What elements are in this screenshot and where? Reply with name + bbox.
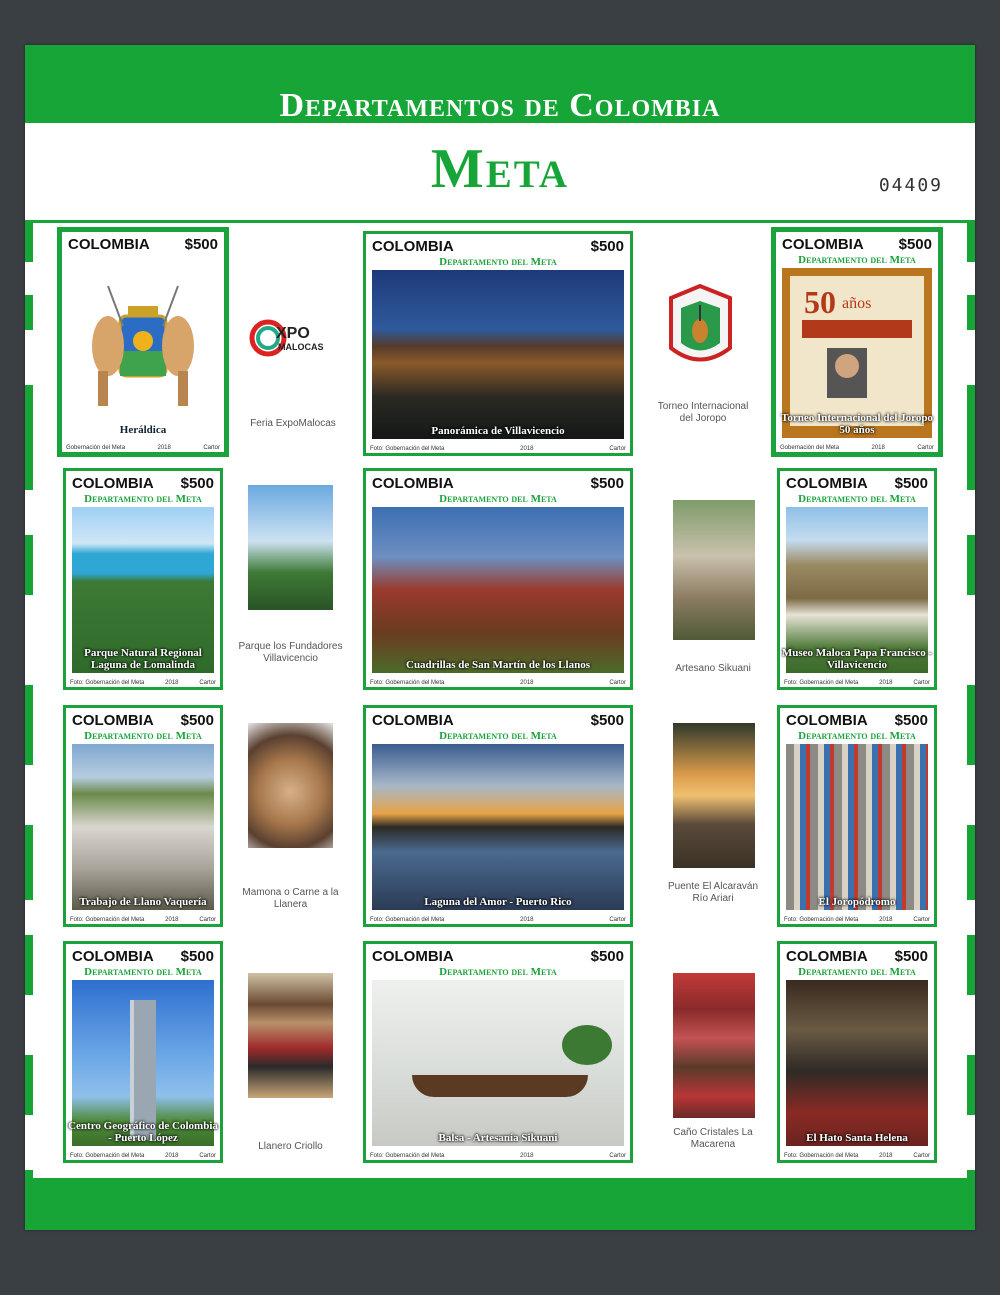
stamp-maloca [777, 468, 937, 690]
stamp-cuadrillas [363, 468, 633, 690]
printer-text: Cartor [913, 917, 930, 923]
country-label: COLOMBIA [72, 712, 154, 729]
stamp-hato [777, 941, 937, 1163]
printer-text: Cartor [609, 680, 626, 686]
value-label: $500 [180, 712, 214, 729]
artisan-photo [673, 500, 755, 640]
stamp-caption: Centro Geográfico de Colombia - Puerto López [68, 1120, 218, 1144]
country-label: COLOMBIA [68, 236, 150, 253]
credit-text: Foto: Gobernación del Meta [370, 917, 445, 923]
stamp-caption: Torneo Internacional del Joropo 50 años [781, 412, 933, 436]
year-text: 2018 [871, 445, 885, 451]
department-label: Departamento del Meta [84, 966, 202, 978]
stamp-caption: Panorámica de Villavicencio [431, 425, 565, 437]
department-label: Departamento del Meta [798, 254, 916, 266]
stamp-laguna-amor [363, 705, 633, 927]
svg-text:MALOCAS: MALOCAS [278, 342, 324, 352]
tower-shape [130, 1000, 156, 1140]
stamp-panel [33, 223, 967, 1178]
stamp-centro-geografico [63, 941, 223, 1163]
alcaravan-bridge-photo [673, 723, 755, 868]
country-label: COLOMBIA [786, 475, 868, 492]
printer-text: Cartor [913, 1153, 930, 1159]
stamp-villavicencio [363, 231, 633, 456]
lagoon-sunset-photo [372, 744, 624, 910]
department-label: Departamento del Meta [84, 493, 202, 505]
department-label: Departamento del Meta [439, 256, 557, 268]
credit-text: Gobernación del Meta [780, 445, 840, 451]
stamp-caption: Museo Maloca Papa Francisco - Villavicencio [781, 647, 933, 671]
printer-text: Cartor [199, 1153, 216, 1159]
fundadores-park-photo [248, 485, 333, 610]
stamp-caption: Trabajo de Llano Vaquería [79, 896, 207, 908]
mamona-food-photo [248, 723, 333, 848]
plant-shape [562, 1025, 612, 1065]
stamp-joropodromo [777, 705, 937, 927]
value-label: $500 [590, 238, 624, 255]
cano-cristales-photo [673, 973, 755, 1118]
credit-text: Gobernación del Meta [66, 445, 126, 451]
stamp-caption: Balsa - Artesanía Sikuani [438, 1132, 558, 1144]
country-label: COLOMBIA [372, 475, 454, 492]
credit-text: Foto: Gobernación del Meta [70, 680, 145, 686]
year-text: 2018 [520, 680, 534, 686]
country-label: COLOMBIA [786, 948, 868, 965]
printer-text: Cartor [917, 445, 934, 451]
country-label: COLOMBIA [372, 712, 454, 729]
label-fundadores: Parque los Fundadores Villavicencio [238, 641, 343, 664]
sheet-title: Departamentos de Colombia [279, 87, 721, 124]
credit-text: Foto: Gobernación del Meta [370, 446, 445, 452]
value-label: $500 [894, 475, 928, 492]
footer-band [25, 1170, 975, 1230]
stamp-caption: Heráldica [119, 424, 167, 436]
svg-text:años: años [842, 295, 872, 312]
country-label: COLOMBIA [372, 948, 454, 965]
printer-text: Cartor [203, 445, 220, 451]
year-text: 2018 [879, 917, 893, 923]
expomalocas-logo [248, 313, 338, 363]
printer-text: Cartor [609, 1153, 626, 1159]
joropo-tournament-emblem [663, 283, 738, 373]
credit-text: Foto: Gobernación del Meta [784, 680, 859, 686]
department-label: Departamento del Meta [798, 966, 916, 978]
department-label: Departamento del Meta [439, 966, 557, 978]
label-cano: Caño Cristales La Macarena [673, 1127, 753, 1150]
country-label: COLOMBIA [372, 238, 454, 255]
stamp-caption: El Joropódromo [818, 896, 896, 908]
label-expomalocas: Feria ExpoMalocas [250, 418, 336, 429]
credit-text: Foto: Gobernación del Meta [370, 1153, 445, 1159]
canoe-artwork-photo [372, 980, 624, 1146]
stamp-heraldica [57, 227, 229, 457]
horsemen-photo [372, 507, 624, 673]
year-text: 2018 [165, 680, 179, 686]
printer-text: Cartor [913, 680, 930, 686]
country-label: COLOMBIA [786, 712, 868, 729]
department-label: Departamento del Meta [439, 493, 557, 505]
printer-text: Cartor [609, 917, 626, 923]
credit-text: Foto: Gobernación del Meta [70, 1153, 145, 1159]
stamp-caption: Laguna del Amor - Puerto Rico [424, 896, 572, 908]
year-text: 2018 [520, 446, 534, 452]
cattle-herd-photo [72, 744, 214, 910]
country-label: COLOMBIA [782, 236, 864, 253]
stamp-lomalinda [63, 468, 223, 690]
credit-text: Foto: Gobernación del Meta [370, 680, 445, 686]
year-text: 2018 [157, 445, 171, 451]
svg-text:XPO: XPO [276, 325, 310, 342]
department-label: Departamento del Meta [798, 493, 916, 505]
year-text: 2018 [165, 1153, 179, 1159]
credit-text: Foto: Gobernación del Meta [784, 1153, 859, 1159]
coat-of-arms-image [68, 266, 218, 424]
department-label: Departamento del Meta [84, 730, 202, 742]
stamp-caption: El Hato Santa Helena [806, 1132, 908, 1144]
label-llanero: Llanero Criollo [258, 1141, 323, 1152]
souvenir-sheet [25, 45, 975, 1230]
sheet-subtitle: Meta [430, 138, 570, 200]
country-label: COLOMBIA [72, 948, 154, 965]
stamp-caption: Parque Natural Regional Laguna de Lomalinda [84, 647, 202, 671]
year-text: 2018 [879, 680, 893, 686]
label-torneo: Torneo Internacional del Joropo [657, 401, 749, 424]
label-puente: Puente El Alcaraván Río Ariari [667, 881, 759, 904]
value-label: $500 [894, 712, 928, 729]
year-text: 2018 [520, 917, 534, 923]
serial-number: 04409 [878, 175, 943, 196]
printer-text: Cartor [609, 446, 626, 452]
printer-text: Cartor [199, 680, 216, 686]
value-label: $500 [180, 948, 214, 965]
credit-text: Foto: Gobernación del Meta [784, 917, 859, 923]
value-label: $500 [590, 948, 624, 965]
svg-text:50: 50 [804, 284, 836, 320]
value-label: $500 [898, 236, 932, 253]
value-label: $500 [184, 236, 218, 253]
value-label: $500 [894, 948, 928, 965]
year-text: 2018 [520, 1153, 534, 1159]
label-artesano: Artesano Sikuani [675, 663, 751, 674]
label-mamona: Mamona o Carne a la Llanera [242, 887, 339, 910]
department-label: Departamento del Meta [439, 730, 557, 742]
dancers-street-photo [786, 744, 928, 910]
night-city-photo [372, 270, 624, 439]
value-label: $500 [180, 475, 214, 492]
value-label: $500 [590, 475, 624, 492]
stamp-caption: Cuadrillas de San Martín de los Llanos [406, 659, 590, 671]
canoe-shape [412, 1075, 588, 1097]
year-text: 2018 [879, 1153, 893, 1159]
value-label: $500 [590, 712, 624, 729]
year-text: 2018 [165, 917, 179, 923]
llanero-portrait-photo [248, 973, 333, 1098]
stamp-joropo [771, 227, 943, 457]
stamp-vaqueria [63, 705, 223, 927]
printer-text: Cartor [199, 917, 216, 923]
department-label: Departamento del Meta [798, 730, 916, 742]
country-label: COLOMBIA [72, 475, 154, 492]
hacienda-interior-photo [786, 980, 928, 1146]
stamp-balsa [363, 941, 633, 1163]
credit-text: Foto: Gobernación del Meta [70, 917, 145, 923]
